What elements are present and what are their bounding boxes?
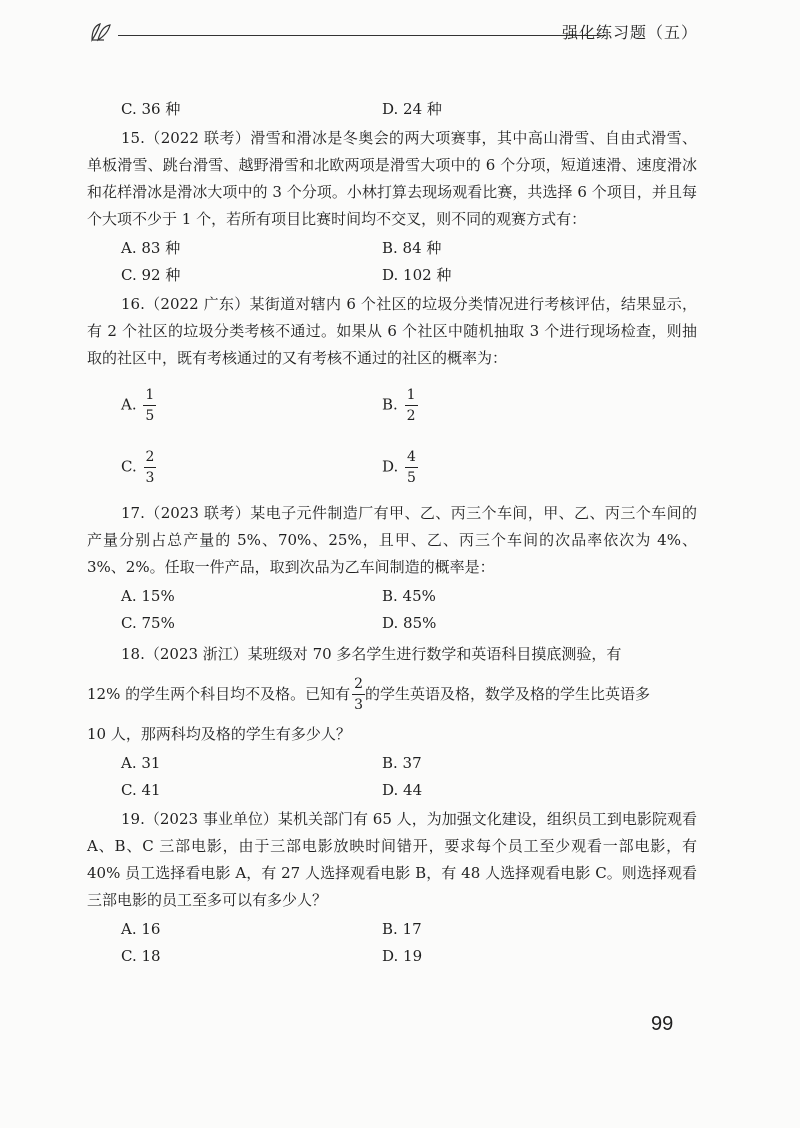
fraction: $\frac{2}{3}$ — [145, 448, 155, 486]
option-d: D. 85% — [382, 614, 437, 632]
option-a: A. $\frac{1}{5}$ — [121, 386, 155, 424]
q16-options-cd — [87, 438, 697, 496]
question-19: 19.（2023 事业单位）某机关部门有 65 人，为加强文化建设，组织员工到电影院观看 A、B、C 三部电影，由于三部电影放映时间错开，要求每个员工至少观看一部电影，有 40% 员工选择看电影 A，有 27 人选择观看电影 B，有 48 人选择观看电影 C。则选择观看三部电影的员工至多可以有多少人？ — [87, 810, 697, 909]
fraction: $\frac{1}{2}$ — [406, 386, 416, 424]
q16-options-ab — [87, 376, 697, 434]
option-d: D. 24 种 — [382, 100, 442, 118]
header-title: 强化练习题（五） — [561, 23, 698, 42]
q17-options-ab — [87, 583, 697, 610]
q19-options-ab — [87, 916, 697, 943]
option-b: B. 37 — [382, 754, 422, 772]
option-c: C. $\frac{2}{3}$ — [121, 448, 155, 486]
option-b: B. 84 种 — [382, 239, 442, 257]
q19-options-cd — [87, 943, 697, 970]
fraction: $\frac{1}{5}$ — [145, 386, 155, 424]
page-content — [87, 96, 697, 970]
question-17: 17.（2023 联考）某电子元件制造厂有甲、乙、丙三个车间，甲、乙、丙三个车间的产量分别占总产量的 5%、70%、25%，且甲、乙、丙三个车间的次品率依次为 4%、3%、2%。任取一件产品，取到次品为乙车间制造的概率是： — [87, 504, 697, 576]
q15-options-ab — [87, 235, 697, 262]
option-a: A. 31 — [121, 754, 161, 772]
option-c: C. 18 — [121, 947, 161, 965]
q18-options-ab — [87, 750, 697, 777]
fraction: $\frac{2}{3}$ — [354, 676, 364, 713]
q14-options-cd — [87, 96, 697, 123]
header-rule — [118, 35, 606, 36]
option-c: C. 41 — [121, 781, 161, 799]
q15-options-cd — [87, 262, 697, 289]
option-b: B. $\frac{1}{2}$ — [382, 386, 416, 424]
option-d: D. $\frac{4}{5}$ — [382, 448, 416, 486]
option-b: B. 17 — [382, 920, 422, 938]
question-18-line1: 18.（2023 浙江）某班级对 70 多名学生进行数学和英语科目摸底测验，有 — [121, 645, 622, 663]
question-16: 16.（2022 广东）某街道对辖内 6 个社区的垃圾分类情况进行考核评估，结果显示，有 2 个社区的垃圾分类考核不通过。如果从 6 个社区中随机抽取 3 个进行现场检查，则抽取的社区中，既有考核通过的又有考核不通过的社区的概率为： — [87, 295, 697, 367]
question-18-line3: 10 人，那两科均及格的学生有多少人？ — [87, 725, 351, 743]
option-c: C. 75% — [121, 614, 175, 632]
q17-options-cd — [87, 610, 697, 637]
option-b: B. 45% — [382, 587, 436, 605]
option-c: C. 92 种 — [121, 266, 181, 284]
page-header — [88, 14, 698, 44]
q18-options-cd — [87, 777, 697, 804]
question-18-line2: 12% 的学生两个科目均不及格。已知有 $\frac{2}{3}$ 的学生英语及格，数学及格的学生比英语多 — [87, 676, 651, 713]
option-d: D. 44 — [382, 781, 423, 799]
option-a: A. 15% — [121, 587, 175, 605]
option-c: C. 36 种 — [121, 100, 181, 118]
question-15: 15.（2022 联考）滑雪和滑冰是冬奥会的两大项赛事，其中高山滑雪、自由式滑雪、单板滑雪、跳台滑雪、越野滑雪和北欧两项是滑雪大项中的 6 个分项，短道速滑、速度滑冰和花样滑冰是滑冰大项中的 3 个分项。小林打算去现场观看比赛，共选择 6 个项目，并且每个大项不少于 1 个，若所有项目比赛时间均不交叉，则不同的观赛方式有： — [87, 129, 697, 228]
sprout-leaf-icon — [88, 20, 114, 42]
option-d: D. 102 种 — [382, 266, 452, 284]
page-number: 99 — [651, 1013, 674, 1035]
option-a: A. 83 种 — [121, 239, 181, 257]
option-a: A. 16 — [121, 920, 161, 938]
fraction: $\frac{4}{5}$ — [407, 448, 416, 486]
option-d: D. 19 — [382, 947, 423, 965]
